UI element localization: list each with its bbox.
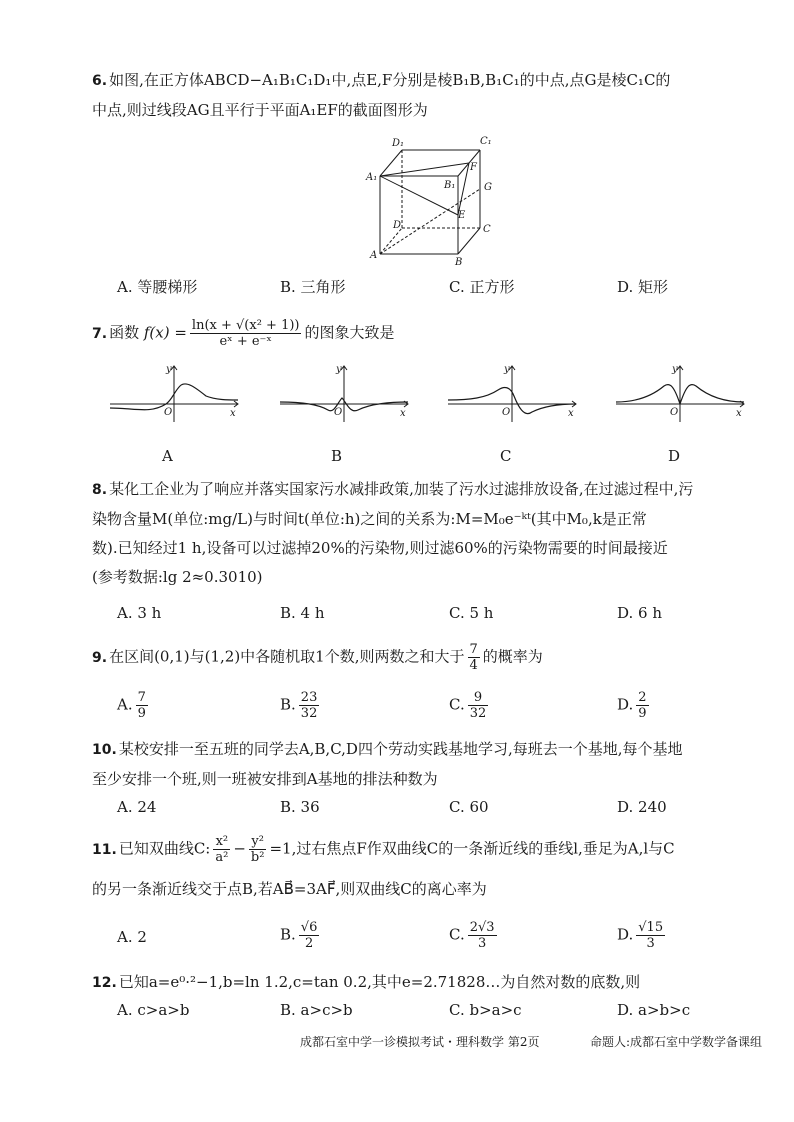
option-a[interactable]	[117, 928, 147, 946]
q8-options	[117, 604, 757, 634]
origin-label: O	[334, 407, 343, 418]
fraction-numerator: 7	[137, 690, 146, 705]
origin-label: O	[670, 407, 679, 418]
option-fraction	[299, 690, 320, 721]
question-number: 8.	[92, 482, 108, 498]
graph-label-a[interactable]: A	[162, 447, 173, 465]
y-fraction	[249, 834, 267, 865]
option-b[interactable]: B. a>c>b	[280, 1001, 353, 1019]
footer-author: 命题人:成都石室中学数学备课组	[590, 1035, 763, 1049]
question-number: 9.	[92, 649, 108, 666]
question-text-line2: 的另一条渐近线交于点B,若AB⃗=3AF⃗,则双曲线C的离心率为	[92, 880, 487, 898]
fraction-denominator: 32	[300, 706, 318, 721]
x-axis-label: x	[400, 408, 406, 419]
question-number: 7.	[92, 325, 108, 342]
fraction-denominator: b²	[250, 850, 265, 865]
origin-label: O	[164, 407, 173, 418]
q11-options	[117, 920, 757, 958]
option-label: A.	[117, 695, 133, 714]
question-text: 已知a=e⁰·²−1,b=ln 1.2,c=tan 0.2,其中e=2.71828…为自然对数的底数,则	[118, 973, 641, 991]
option-fraction	[136, 690, 148, 721]
label-B1: B₁	[444, 180, 456, 191]
fraction-denominator: 2	[299, 935, 320, 951]
label-A1: A₁	[366, 172, 378, 183]
label-B: B	[455, 257, 463, 268]
graph-d	[616, 364, 744, 422]
question-prefix: 函数	[109, 323, 140, 342]
question-number: 6.	[92, 73, 108, 89]
question-7	[92, 318, 762, 349]
option-a[interactable]: A. 等腰梯形	[117, 278, 198, 296]
question-9	[92, 642, 762, 673]
question-10	[92, 735, 762, 794]
graph-c	[448, 364, 576, 422]
label-D1: D₁	[392, 138, 405, 149]
question-text-line3: 数).已知经过1 h,设备可以过滤掉20%的污染物,则过滤60%的污染物需要的时间最接近	[92, 539, 668, 557]
option-d[interactable]: D. 6 h	[617, 604, 662, 622]
y-axis-label: y	[336, 364, 342, 375]
question-number: 11.	[92, 841, 117, 858]
fraction-denominator: eˣ + e⁻ˣ	[190, 333, 302, 349]
question-text: 在区间(0,1)与(1,2)中各随机取1个数,则两数之和大于	[109, 647, 465, 666]
option-b[interactable]	[280, 920, 322, 951]
graph-label-d[interactable]: D	[668, 447, 681, 465]
segment-EF	[458, 163, 469, 215]
q7-graphs	[100, 362, 740, 424]
option-fraction	[636, 920, 665, 951]
fraction-numerator: 2√3	[469, 920, 495, 935]
label-C1: C₁	[480, 136, 492, 147]
option-d[interactable]	[617, 920, 668, 951]
question-prefix: 已知双曲线C:	[118, 839, 211, 858]
question-6	[92, 66, 762, 125]
threshold-fraction	[468, 642, 480, 673]
option-c[interactable]: C. 5 h	[449, 604, 494, 622]
question-12	[92, 968, 762, 998]
option-c[interactable]: C. 正方形	[449, 278, 515, 296]
question-number: 12.	[92, 975, 117, 991]
q9-options	[117, 690, 757, 728]
question-text-line2: 至少安排一个班,则一班被安排到A基地的排法种数为	[92, 770, 438, 788]
question-text-line1: 某化工企业为了响应并落实国家污水减排政策,加装了污水过滤排放设备,在过滤过程中,污	[109, 480, 694, 498]
question-suffix: 的概率为	[482, 647, 543, 666]
fraction-denominator: 9	[137, 706, 146, 721]
question-text-line2: 染物含量M(单位:mg/L)与时间t(单位:h)之间的关系为:M=M₀e⁻ᵏᵗ(其中M₀,k是正常	[92, 510, 647, 528]
fraction-denominator: a²	[215, 850, 229, 865]
option-b[interactable]: B. 三角形	[280, 278, 346, 296]
fraction-numerator: √6	[300, 920, 318, 935]
fraction-numerator: ln(x + √(x² + 1))	[191, 318, 300, 333]
question-text-line2: 中点,则过线段AG且平行于平面A₁EF的截面图形为	[92, 101, 428, 119]
function-fraction	[190, 318, 302, 349]
option-c[interactable]: C. b>a>c	[449, 1001, 522, 1019]
y-axis-label: y	[672, 364, 678, 375]
option-a[interactable]: A. 3 h	[117, 604, 162, 622]
fraction-numerator: 9	[473, 690, 483, 705]
option-label: A. 2	[117, 928, 147, 946]
x-axis-label: x	[736, 408, 742, 419]
option-fraction	[468, 920, 497, 951]
option-a[interactable]: A. 24	[117, 798, 157, 816]
question-text-line1: 某校安排一至五班的同学去A,B,C,D四个劳动实践基地学习,每班去一个基地,每个基地	[118, 740, 683, 758]
graph-label-b[interactable]: B	[331, 447, 343, 465]
question-8	[92, 475, 762, 592]
question-text-line4: (参考数据:lg 2≈0.3010)	[92, 568, 263, 586]
origin-label: O	[502, 407, 511, 418]
fraction-denominator: 32	[469, 706, 487, 721]
fraction-denominator: 3	[636, 935, 665, 951]
question-number: 10.	[92, 742, 117, 758]
option-c[interactable]	[449, 690, 491, 721]
option-b[interactable]: B. 4 h	[280, 604, 325, 622]
y-axis-label: y	[504, 364, 510, 375]
option-c[interactable]: C. 60	[449, 798, 489, 816]
function-name: f(x) =	[143, 323, 187, 342]
q12-options	[117, 1001, 757, 1031]
question-suffix: 的图象大致是	[304, 323, 395, 342]
label-F: F	[470, 162, 477, 173]
option-fraction	[468, 690, 489, 721]
fraction-numerator: √15	[638, 920, 664, 935]
label-C: C	[483, 224, 491, 235]
segment-A1F	[380, 163, 469, 176]
equation-suffix: =1,过右焦点F作双曲线C的一条渐近线的垂线l,垂足为A,l与C	[269, 839, 675, 858]
option-a[interactable]: A. c>a>b	[117, 1001, 190, 1019]
question-text-line1: 如图,在正方体ABCD−A₁B₁C₁D₁中,点E,F分别是棱B₁B,B₁C₁的中点,点G是棱C₁C的	[109, 71, 671, 89]
x-axis-label: x	[568, 408, 574, 419]
option-fraction	[636, 690, 648, 721]
option-b[interactable]	[280, 690, 322, 721]
fraction-denominator: 9	[638, 706, 647, 721]
option-a[interactable]	[117, 690, 151, 721]
label-G: G	[484, 182, 492, 193]
edge-AD-hidden	[380, 228, 402, 254]
label-E: E	[458, 210, 466, 221]
fraction-numerator: 2	[638, 690, 647, 705]
option-d[interactable]: D. 矩形	[617, 278, 669, 296]
option-c[interactable]	[449, 920, 500, 951]
fraction-numerator: y²	[251, 834, 264, 849]
graph-a	[110, 364, 238, 422]
option-label: B.	[280, 695, 296, 714]
option-d[interactable]	[617, 690, 652, 721]
option-fraction	[299, 920, 320, 951]
fraction-denominator: 3	[468, 935, 497, 951]
q10-options	[117, 798, 757, 828]
cube-figure	[362, 132, 512, 268]
q6-options	[117, 276, 757, 306]
x-fraction	[213, 834, 230, 865]
option-b[interactable]: B. 36	[280, 798, 320, 816]
edge-BC	[458, 228, 480, 254]
option-label: B.	[280, 925, 296, 944]
fraction-numerator: 23	[300, 690, 318, 705]
option-label: C.	[449, 925, 465, 944]
option-d[interactable]: D. a>b>c	[617, 1001, 691, 1019]
edge-A1D1	[380, 150, 402, 176]
graph-b	[280, 364, 408, 422]
graph-label-c[interactable]: C	[500, 447, 512, 465]
fraction-denominator: 4	[469, 658, 478, 673]
option-label: D.	[617, 695, 634, 714]
label-D: D	[393, 220, 402, 231]
page-footer: 成都石室中学一诊模拟考试・理科数学 第2页	[300, 1035, 540, 1049]
option-label: C.	[449, 695, 465, 714]
question-11: 11. 已知双曲线C: $\frac{\text{x²}}{\text{a²}}$ − $\frac{\text{y²}}{\text{b²}}$ =1,过右焦点F作双曲线C的一条渐近线的垂线l,垂足为A,l与C 的另一条渐近线交于点B,若AB⃗=3AF⃗,则双曲线C的离心率为	[92, 834, 762, 904]
fraction-numerator: 7	[469, 642, 478, 657]
option-label: D.	[617, 925, 634, 944]
option-d[interactable]: D. 240	[617, 798, 667, 816]
x-axis-label: x	[230, 408, 236, 419]
label-A: A	[370, 250, 378, 261]
fraction-numerator: x²	[215, 834, 229, 849]
y-axis-label: y	[166, 364, 172, 375]
